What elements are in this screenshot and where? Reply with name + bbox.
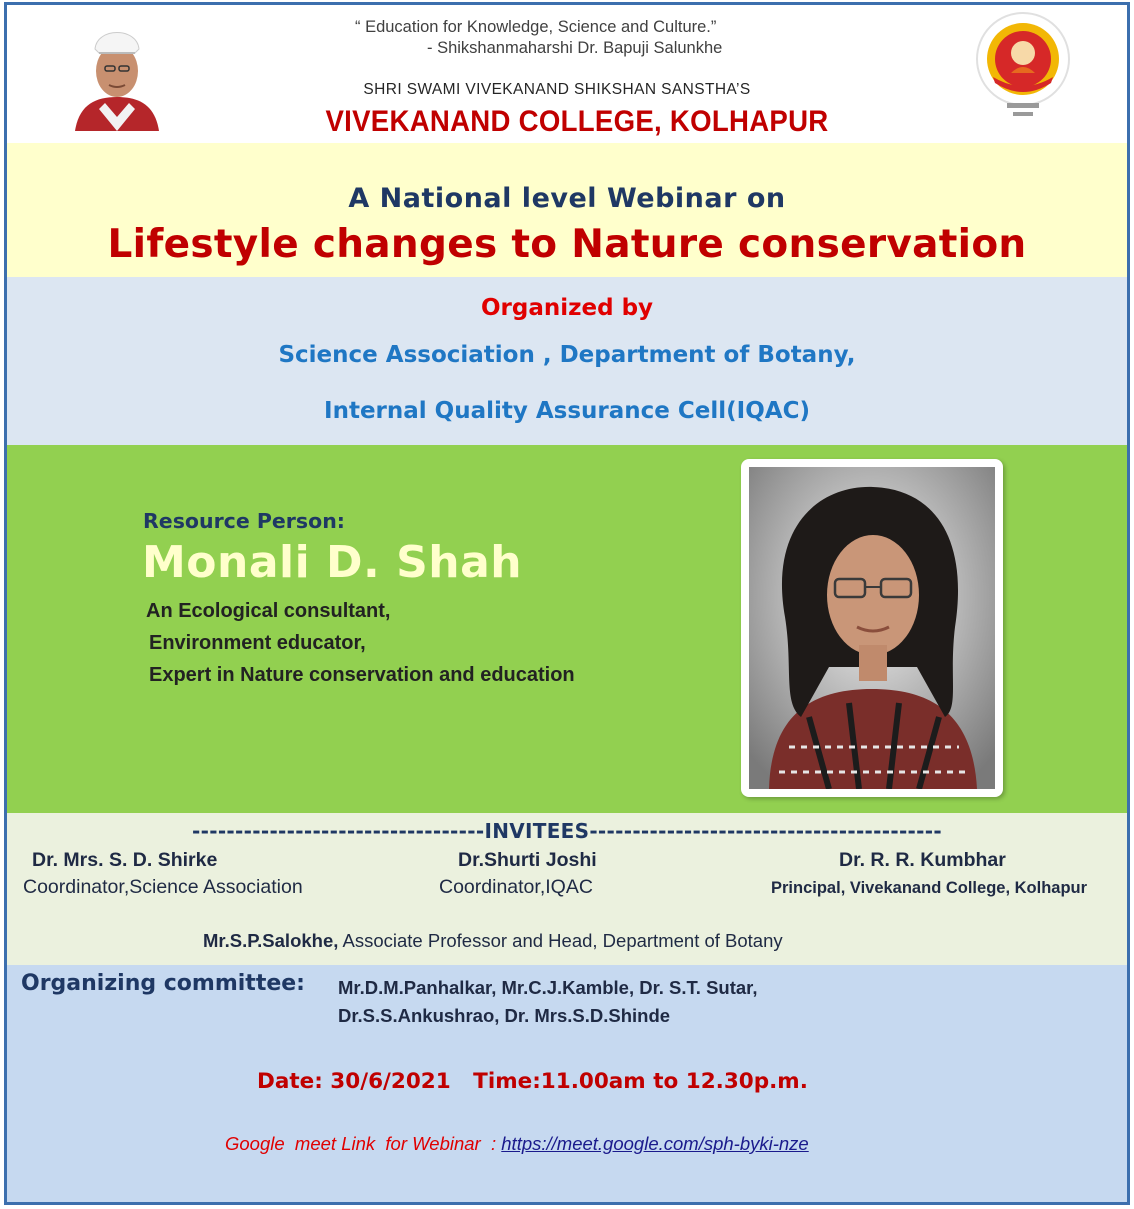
committee-section — [7, 965, 1127, 1205]
event-date-time: Date: 30/6/2021 Time:11.00am to 12.30p.m. — [257, 1069, 808, 1094]
college-name: VIVEKANAND COLLEGE, KOLHAPUR — [325, 105, 829, 138]
description-line: An Ecological consultant, — [146, 600, 391, 622]
webinar-poster — [4, 2, 1130, 1205]
meet-link-label: Google meet Link for Webinar : — [225, 1133, 502, 1154]
resource-person-description — [146, 595, 575, 691]
organized-by-label: Organized by — [480, 295, 654, 321]
poster-header — [7, 5, 1127, 143]
invitee-role: Coordinator,Science Association — [23, 876, 303, 898]
invitee-head-of-department — [203, 930, 783, 952]
resource-person-label: Resource Person: — [143, 509, 345, 533]
quote-line: “ Education for Knowledge, Science and Culture.” — [355, 18, 717, 36]
founder-quote — [327, 17, 827, 59]
committee-line: Mr.D.M.Panhalkar, Mr.C.J.Kamble, Dr. S.T. Sutar, — [338, 977, 758, 998]
invitees-heading: ----------------------------------INVITEES----------------------------------------- — [192, 819, 942, 843]
invitee-role: Associate Professor and Head, Department of Botany — [338, 930, 783, 951]
sanstha-name: SHRI SWAMI VIVEKANAND SHIKSHAN SANSTHA’S — [363, 81, 751, 98]
committee-label: Organizing committee: — [21, 971, 305, 996]
webinar-subtitle: A National level Webinar on — [348, 183, 786, 214]
description-line: Expert in Nature conservation and education — [149, 664, 575, 686]
speaker-photo-frame — [741, 459, 1003, 797]
resource-person-section — [7, 445, 1127, 813]
description-line: Environment educator, — [149, 632, 366, 654]
organizer-departments: Science Association , Department of Botany, — [278, 342, 856, 368]
invitee-name: Dr. R. R. Kumbhar — [839, 849, 1006, 871]
invitee-name: Dr. Mrs. S. D. Shirke — [32, 849, 218, 871]
invitee-role: Coordinator,IQAC — [439, 876, 593, 898]
committee-line: Dr.S.S.Ankushrao, Dr. Mrs.S.D.Shinde — [338, 1005, 671, 1026]
invitee-name: Mr.S.P.Salokhe, — [203, 930, 339, 951]
committee-members — [338, 974, 757, 1030]
quote-attribution: - Shikshanmaharshi Dr. Bapuji Salunkhe — [427, 39, 723, 57]
founder-portrait — [69, 13, 165, 131]
webinar-title-section — [7, 143, 1127, 277]
college-emblem-logo — [971, 11, 1075, 121]
meet-link-line — [225, 1133, 809, 1155]
organizer-iqac: Internal Quality Assurance Cell(IQAC) — [324, 398, 810, 424]
resource-person-name: Monali D. Shah — [142, 537, 523, 588]
webinar-title: Lifestyle changes to Nature conservation — [107, 222, 1027, 267]
invitees-section — [7, 813, 1127, 965]
meet-link[interactable]: https://meet.google.com/sph-byki-nze — [501, 1133, 809, 1154]
speaker-photo — [749, 467, 995, 789]
organizers-section — [7, 277, 1127, 445]
invitee-name: Dr.Shurti Joshi — [458, 849, 597, 871]
invitee-role: Principal, Vivekanand College, Kolhapur — [771, 879, 1088, 897]
